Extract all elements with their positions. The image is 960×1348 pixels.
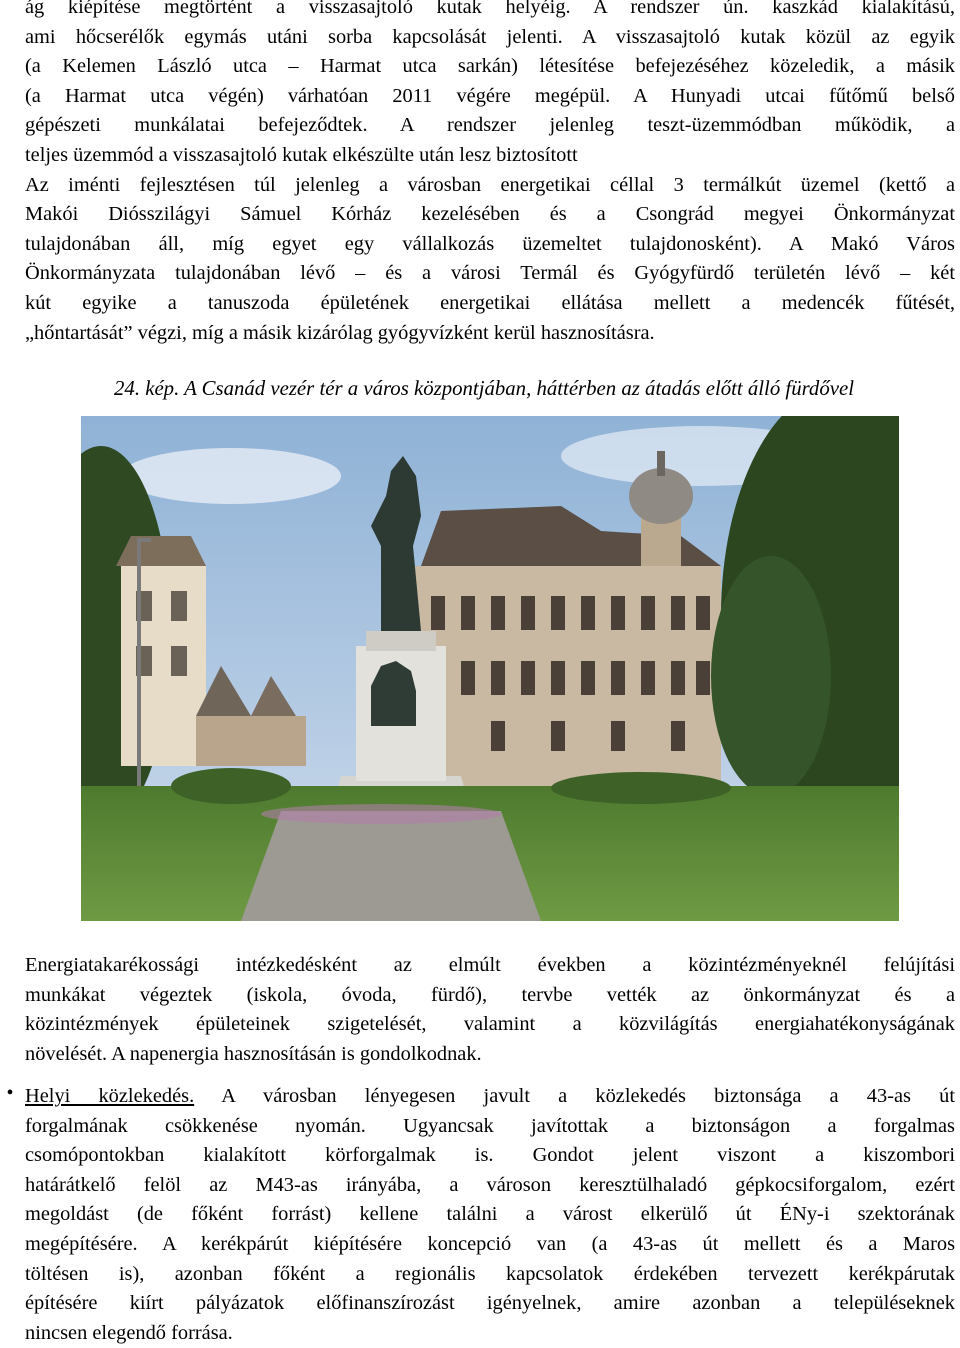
transport-paragraph <box>25 1082 955 1348</box>
text-line: növelését. A napenergia hasznosításán is gondolkodnak. <box>25 1042 482 1065</box>
section-heading: Helyi közlekedés. <box>25 1085 195 1107</box>
text-line: ami hőcserélők egymás utáni sorba kapcsolását jelenti. A visszasajtoló kutak közül az egyik <box>25 25 955 48</box>
text-line: gépészeti munkálatai befejeződtek. A rendszer jelenleg teszt-üzemmódban működik, a <box>25 114 955 137</box>
figure-caption: 24. kép. A Csanád vezér tér a város központjában, háttérben az átadás előtt álló fürdővel <box>114 377 854 400</box>
town-square-photo <box>81 416 899 921</box>
bullet-marker: • <box>6 1082 14 1104</box>
text-line: Energiatakarékossági intézkedésként az elmúlt években a közintézményeknél felújítási <box>25 954 955 976</box>
top-paragraph <box>25 0 955 348</box>
text-line: (a Kelemen László utca – Harmat utca sarkán) létesítése befejezéséhez közeledik, a másik <box>25 55 955 78</box>
text-line: forgalmának csökkenése nyomán. Ugyancsak javítottak a biztonságon a forgalmas <box>25 1114 955 1137</box>
text-line: tulajdonában áll, míg egyet egy vállalkozás üzemeltet tulajdonosként). A Makó Város <box>25 232 955 255</box>
text-line: Az iménti fejlesztésen túl jelenleg a városban energetikai céllal 3 termálkút üzemel (kettő a <box>25 173 955 196</box>
text-line: munkákat végeztek (iskola, óvoda, fürdő), tervbe vették az önkormányzat és a <box>25 983 955 1006</box>
text-line: határátkelő felöl az M43-as irányába, a városon keresztülhaladó gépkocsiforgalom, ezért <box>25 1173 955 1196</box>
text-line: ág kiépítése megtörtént a visszasajtoló kutak helyéig. A rendszer ún. kaszkád kialakítású, <box>25 0 955 18</box>
text-line: kút egyike a tanuszoda épületének energetikai ellátása mellett a medencék fűtését, <box>25 291 955 314</box>
text-line: Makói Diósszilágyi Sámuel Kórház kezelésében és a Csongrád megyei Önkormányzat <box>25 203 955 226</box>
text-line: töltésen is), azonban főként a regionális kapcsolatok érdekében tervezett kerékpárutak <box>25 1262 955 1285</box>
text-line <box>25 1082 955 1112</box>
text-line: Önkormányzata tulajdonában lévő – és a városi Termál és Gyógyfürdő területén lévő – két <box>25 262 955 285</box>
text-line: teljes üzemmód a visszasajtoló kutak elkészülte után lesz biztosított <box>25 143 578 166</box>
text-line: csomópontokban kialakított körforgalmak is. Gondot jelent viszont a kiszombori <box>25 1144 955 1167</box>
text-line: építésére kiírt pályázatok előfinanszírozást igényelnek, amire azonban a településeknek <box>25 1292 955 1315</box>
text-line: közintézmények épületeinek szigetelését, valamint a közvilágítás energiahatékonyságának <box>25 1013 955 1036</box>
text-line: (a Harmat utca végén) várhatóan 2011 végére megépül. A Hunyadi utcai fűtőmű belső <box>25 84 955 107</box>
text-line: „hőntartását” végzi, míg a másik kizárólag gyógyvízként kerül hasznosításra. <box>25 321 655 344</box>
text-line: nincsen elegendő forrása. <box>25 1321 233 1344</box>
text-line: megoldást (de főként forrást) kellene találni a várost elkerülő út ÉNy-i szektorának <box>25 1203 955 1226</box>
energy-paragraph <box>25 951 955 1069</box>
text-line: megépítésére. A kerékpárút kiépítésére koncepció van (a 43-as út mellett és a Maros <box>25 1232 955 1255</box>
text-fragment: A városban lényegesen javult a közlekedés biztonsága a 43-as út <box>194 1085 955 1107</box>
